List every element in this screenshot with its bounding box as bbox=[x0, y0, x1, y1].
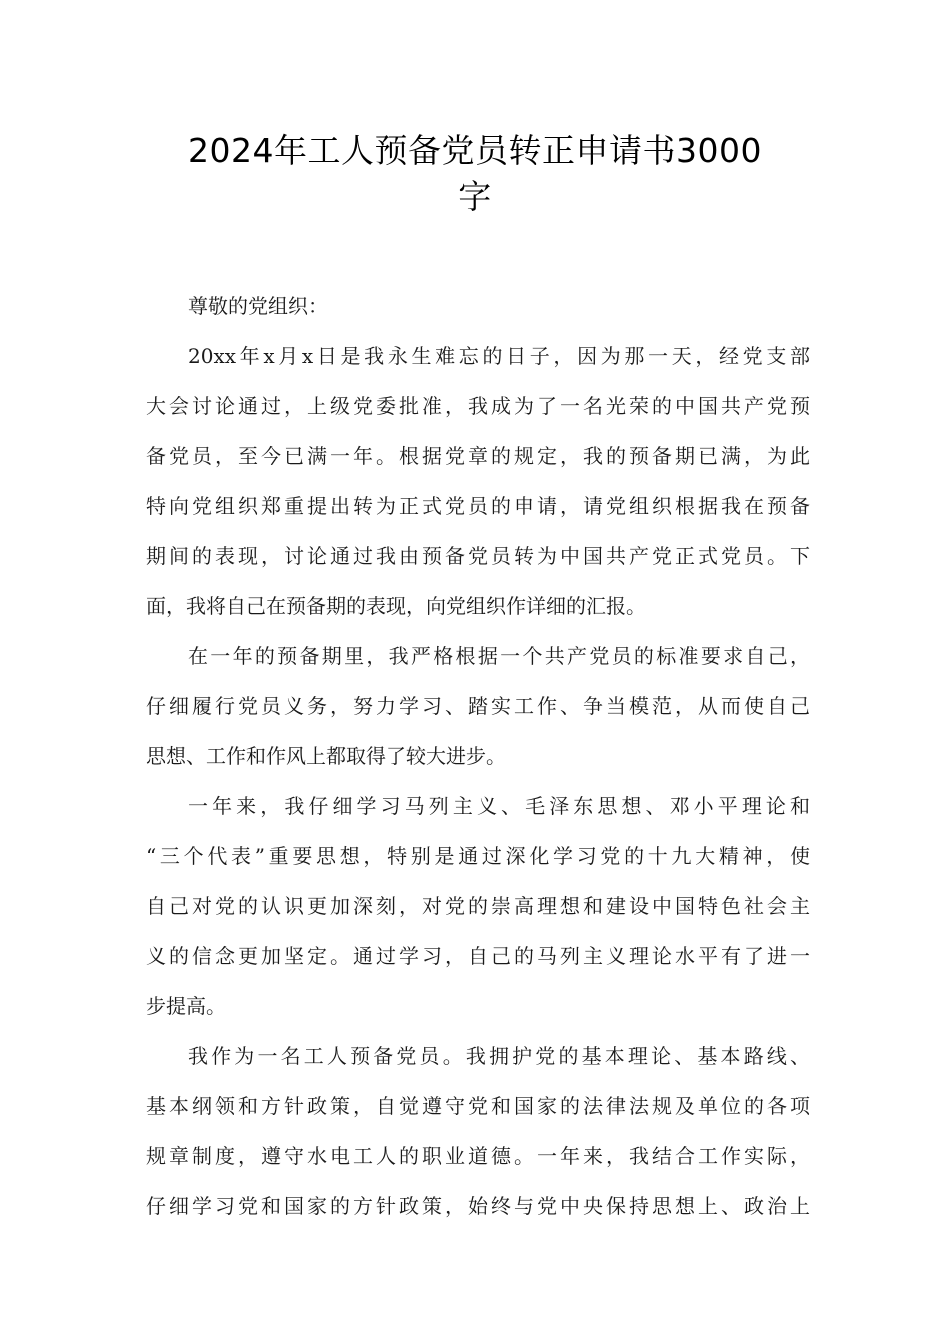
text-line: 仔细履行党员义务，努力学习、踏实工作、争当模范，从而使自己 bbox=[146, 694, 810, 718]
text-line: 仔细学习党和国家的方针政策，始终与党中央保持思想上、政治上 bbox=[146, 1194, 810, 1218]
text-line: 义的信念更加坚定。通过学习，自己的马列主义理论水平有了进一 bbox=[146, 944, 810, 968]
text-line: 面，我将自己在预备期的表现，向党组织作详细的汇报。 bbox=[146, 594, 646, 618]
title-line-1: 2024年工人预备党员转正申请书3000 bbox=[188, 131, 762, 170]
document-title bbox=[140, 128, 810, 220]
paragraph-1 bbox=[146, 331, 810, 631]
text-line: 特向党组织郑重提出转为正式党员的申请，请党组织根据我在预备 bbox=[146, 494, 810, 518]
salutation: 尊敬的党组织： bbox=[188, 294, 328, 318]
text-line: 自己对党的认识更加深刻，对党的崇高理想和建设中国特色社会主 bbox=[146, 894, 810, 918]
title-line-2: 字 bbox=[458, 177, 492, 216]
text-line: 一年来，我仔细学习马列主义、毛泽东思想、邓小平理论和 bbox=[188, 794, 810, 818]
paragraph-3 bbox=[146, 781, 810, 1031]
text-line: 我作为一名工人预备党员。我拥护党的基本理论、基本路线、 bbox=[188, 1044, 810, 1068]
paragraph-2 bbox=[146, 631, 810, 781]
text-line: 期间的表现，讨论通过我由预备党员转为中国共产党正式党员。下 bbox=[146, 544, 810, 568]
text-line: 备党员，至今已满一年。根据党章的规定，我的预备期已满，为此 bbox=[146, 444, 810, 468]
text-line: 步提高。 bbox=[146, 994, 226, 1018]
text-line: “三个代表”重要思想，特别是通过深化学习党的十九大精神，使 bbox=[146, 844, 810, 868]
text-line: 在一年的预备期里，我严格根据一个共产党员的标准要求自己， bbox=[188, 644, 810, 668]
text-line: 20xx年x月x日是我永生难忘的日子，因为那一天，经党支部 bbox=[188, 344, 810, 368]
text-line: 思想、工作和作风上都取得了较大进步。 bbox=[146, 744, 506, 768]
text-line: 规章制度，遵守水电工人的职业道德。一年来，我结合工作实际， bbox=[146, 1144, 810, 1168]
document-body bbox=[146, 281, 810, 1231]
text-line: 基本纲领和方针政策，自觉遵守党和国家的法律法规及单位的各项 bbox=[146, 1094, 810, 1118]
paragraph-4 bbox=[146, 1031, 810, 1231]
text-line: 大会讨论通过，上级党委批准，我成为了一名光荣的中国共产党预 bbox=[146, 394, 810, 418]
